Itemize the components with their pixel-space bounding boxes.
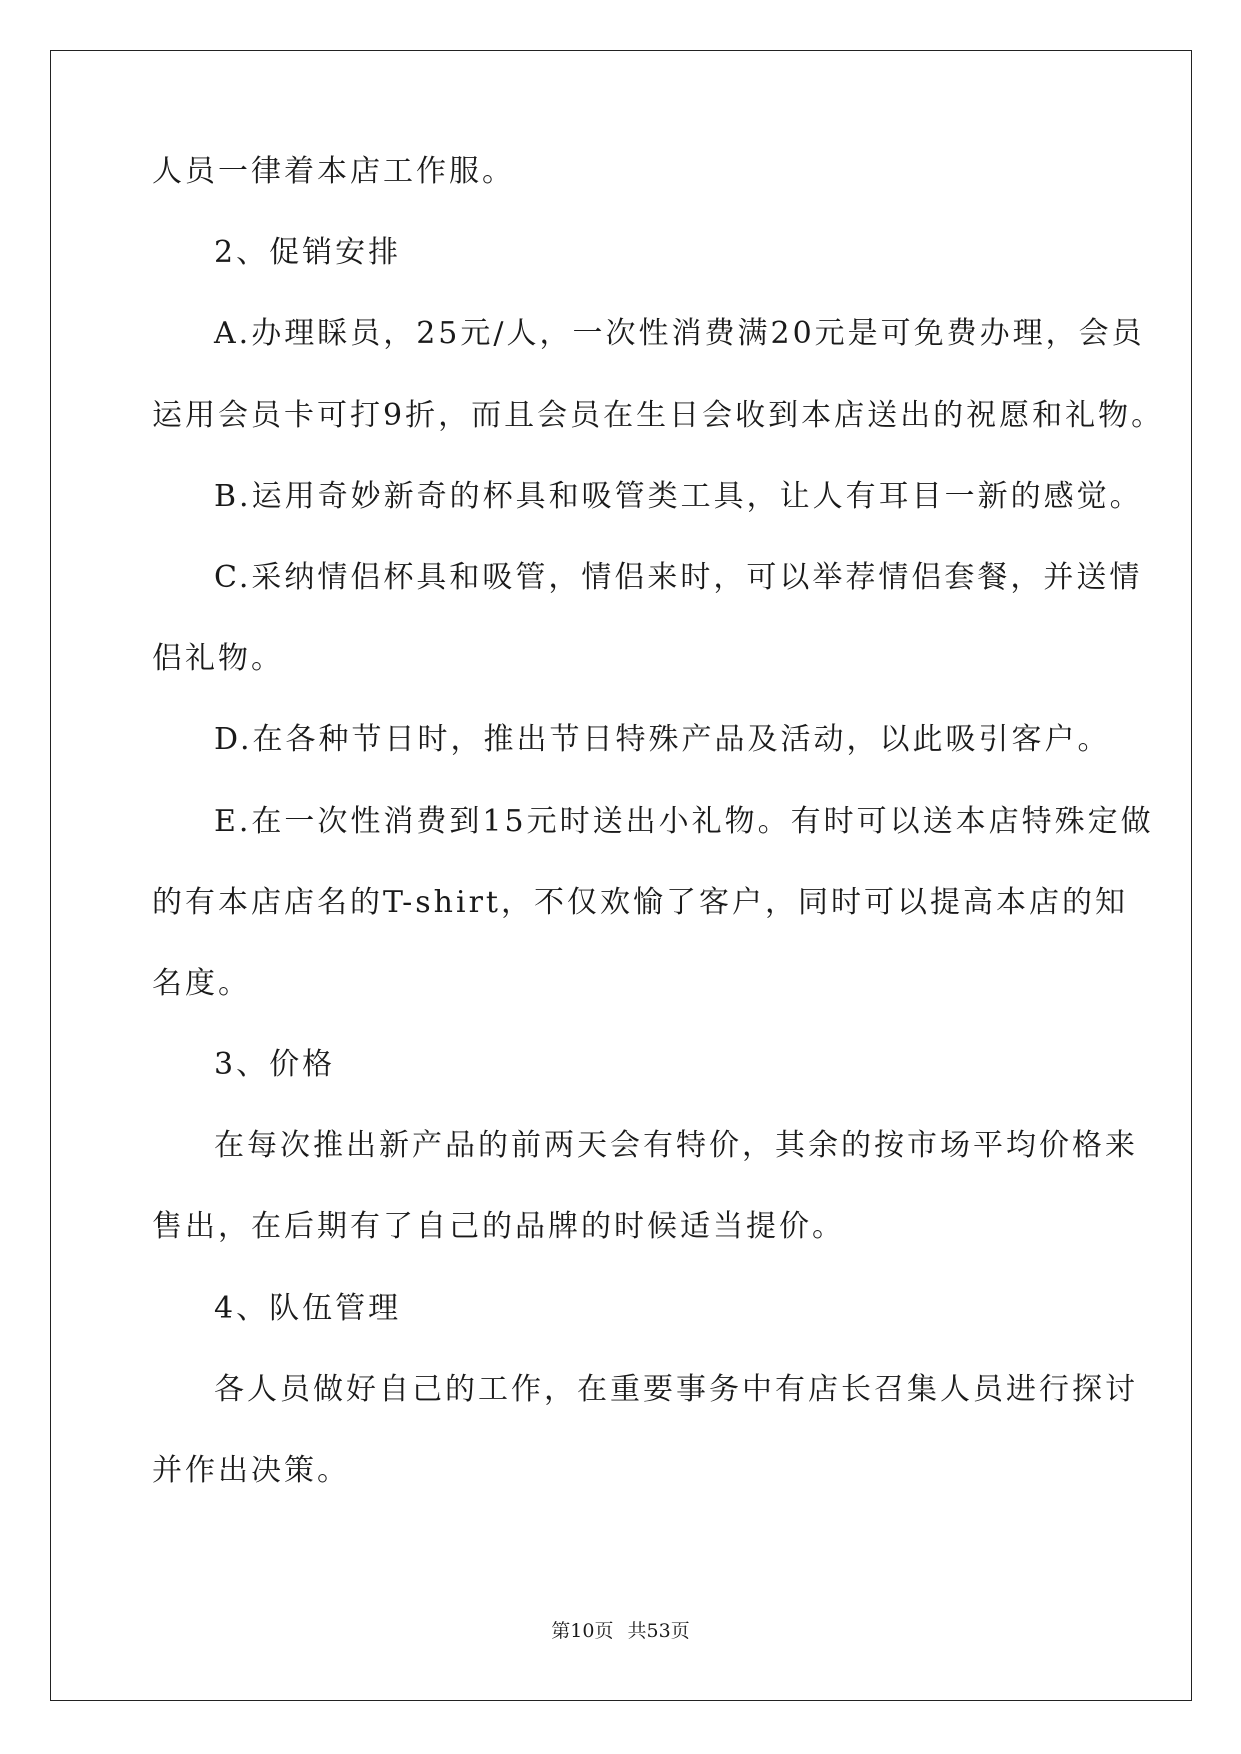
section-heading: 3、价格 — [214, 1047, 336, 1083]
section-heading: 4、队伍管理 — [214, 1290, 402, 1326]
section-heading: 2、促销安排 — [214, 235, 402, 271]
text-line: B.运用奇妙新奇的杯具和吸管类工具，让人有耳目一新的感觉。 — [214, 478, 1143, 514]
text-line: 人员一律着本店工作服。 — [152, 154, 515, 189]
text-line: E.在一次性消费到15元时送出小礼物。有时可以送本店特殊定做 — [214, 803, 1154, 839]
page-number: 第10页 — [551, 1620, 614, 1642]
text-line: A.办理睬员，25元/人，一次性消费满20元是可免费办理，会员 — [214, 316, 1145, 352]
text-line: 各人员做好自己的工作，在重要事务中有店长召集人员进行探讨 — [214, 1371, 1138, 1407]
text-line: 侣礼物。 — [152, 641, 284, 677]
text-line: 的有本店店名的T-shirt，不仅欢愉了客户，同时可以提高本店的知 — [152, 884, 1128, 920]
text-line: D.在各种节日时，推出节日特殊产品及活动，以此吸引客户。 — [214, 722, 1111, 758]
text-line: 售出，在后期有了自己的品牌的时候适当提价。 — [152, 1209, 845, 1245]
text-line: 运用会员卡可打9折，而且会员在生日会收到本店送出的祝愿和礼物。 — [152, 397, 1165, 433]
page-footer — [0, 1616, 1241, 1643]
text-line: 并作出决策。 — [152, 1453, 350, 1488]
text-line: C.采纳情侣杯具和吸管，情侣来时，可以举荐情侣套餐，并送情 — [214, 559, 1143, 595]
text-line: 在每次推出新产品的前两天会有特价，其余的按市场平均价格来 — [214, 1128, 1138, 1164]
text-line: 名度。 — [152, 965, 251, 1001]
document-body — [152, 152, 1165, 1532]
page-total: 共53页 — [627, 1620, 690, 1642]
